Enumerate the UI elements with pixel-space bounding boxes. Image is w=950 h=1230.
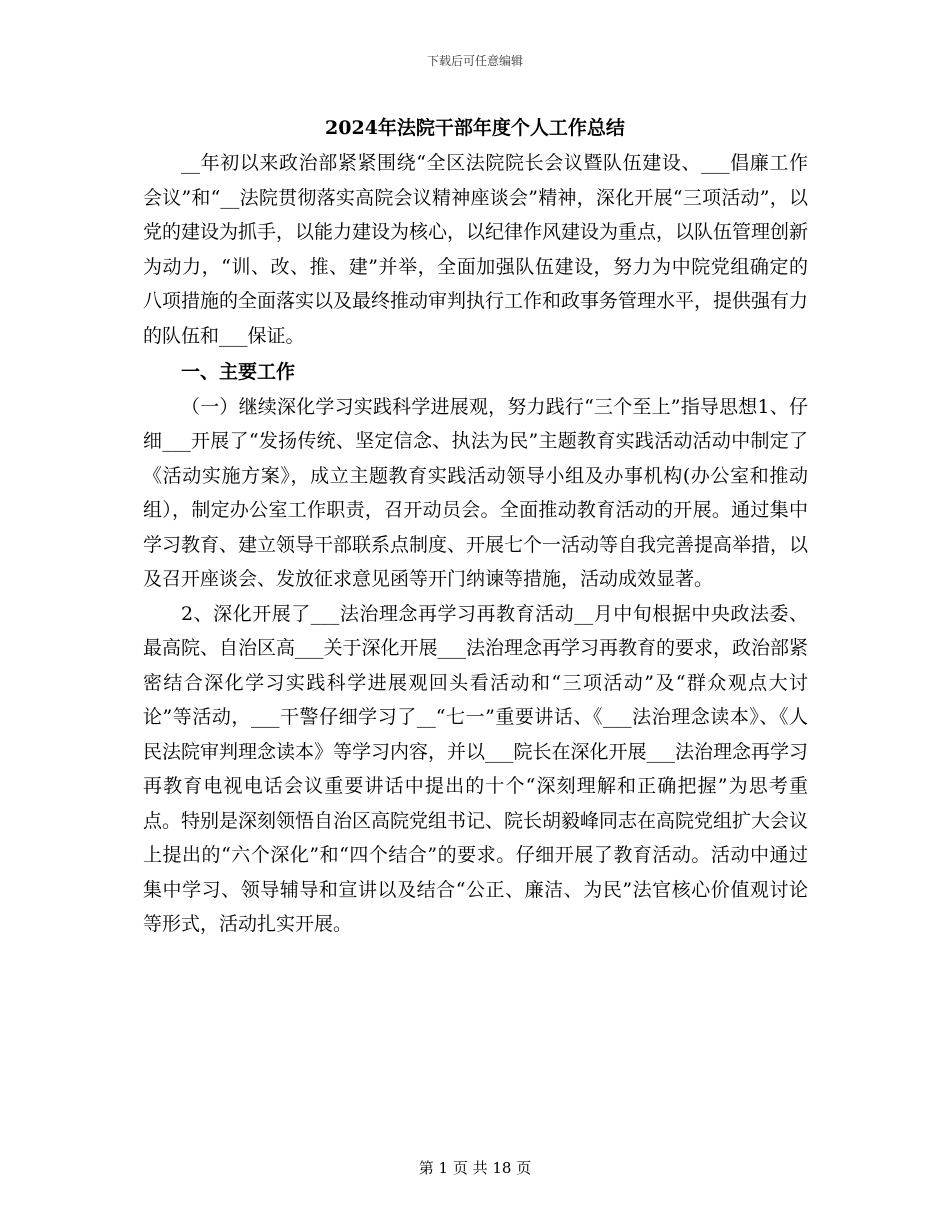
paragraph-intro: __年初以来政治部紧紧围绕“全区法院院长会议暨队伍建设、___倡廉工作会议”和“__法院贯彻落实高院会议精神座谈会”精神，深化开展“三项活动”，以党的建设为抓手，以能力建设为核心，以纪律作风建设为重点，以队伍管理创新为动力，“训、改、推、建”并举，全面加强队伍建设，努力为中院党组确定的八项措施的全面落实以及最终推动审判执行工作和政事务管理水平，提供强有力的队伍和___保证。: [143, 152, 809, 347]
paragraph-item-1: （一）继续深化学习实践科学进展观，努力践行“三个至上”指导思想1、仔细___开展了“发扬传统、坚定信念、执法为民”主题教育实践活动活动中制定了《活动实施方案》，成立主题教育实践活动领导小组及办事机构(办公室和推动组），制定办公室工作职责，召开动员会。全面推动教育活动的开展。通过集中学习教育、建立领导干部联系点制度、开展七个一活动等自我完善提高举措，以及召开座谈会、发放征求意见函等开门纳谏等措施，活动成效显著。: [143, 395, 809, 590]
header-note: 下载后可任意编辑: [426, 54, 523, 68]
document-title: 2024年法院干部年度个人工作总结: [325, 117, 625, 139]
document-body: [143, 146, 808, 942]
section-heading: 一、主要工作: [181, 361, 296, 383]
paragraph-item-2: 2、深化开展了___法治理念再学习再教育活动__月中旬根据中央政法委、最高院、自治区高___关于深化开展___法治理念再学习再教育的要求，政治部紧密结合深化学习实践科学进展观回头看活动和“三项活动”及“群众观点大讨论”等活动，___干警仔细学习了__“七一”重要讲话、《___法治理念读本》、《人民法院审判理念读本》等学习内容，并以___院长在深化开展___法治理念再学习再教育电视电话会议重要讲话中提出的十个“深刻理解和正确把握”为思考重点。特别是深刻领悟自治区高院党组书记、院长胡毅峰同志在高院党组扩大会议上提出的“六个深化”和“四个结合”的要求。仔细开展了教育活动。活动中通过集中学习、领导辅导和宣讲以及结合“公正、廉洁、为民”法官核心价值观讨论等形式，活动扎实开展。: [143, 602, 809, 935]
page-number: 第 1 页 共 18 页: [418, 1159, 532, 1177]
